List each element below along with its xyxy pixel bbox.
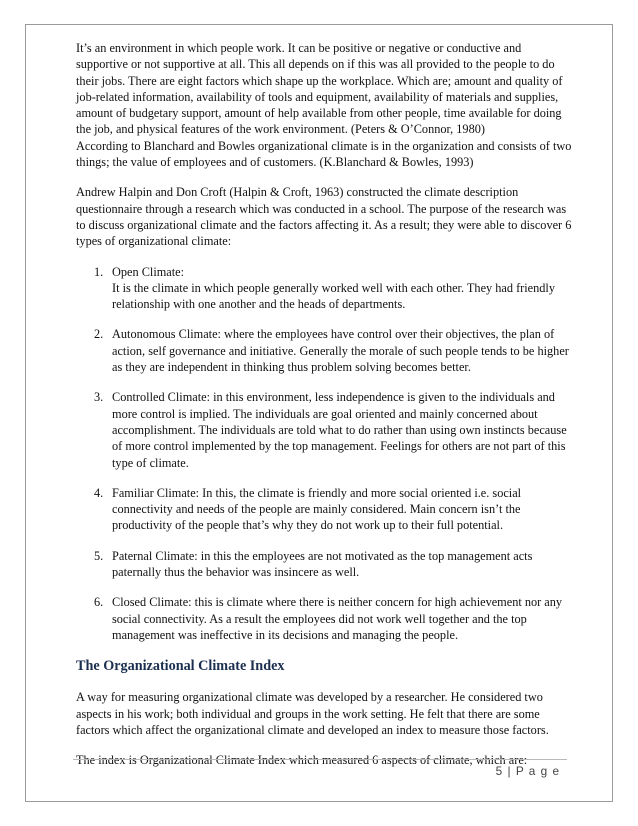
list-item-title: Open Climate: xyxy=(112,264,185,279)
list-item-text: It is the climate in which people generally worked well with each other. They had friendly relationship with one another and the heads of departments. xyxy=(112,280,555,312)
paragraph-halpin: Andrew Halpin and Don Croft (Halpin & Croft, 1963) constructed the climate description questionnaire through a research which was conducted in a school. The purpose of the research was to discuss organizational climate and the factors affecting it. As a result; they were able to discover 6 types of organizational climate: xyxy=(76,185,572,249)
list-item xyxy=(76,548,576,581)
document-body xyxy=(76,40,576,768)
page-label: P a g e xyxy=(515,764,560,778)
list-item-text: Closed Climate: this is climate where there is neither concern for high achievement nor any social connectivity. As a result the employees did not work well together and the top management was ineffective in its decisions and managing the people. xyxy=(112,595,563,642)
list-item xyxy=(76,485,576,534)
footer-divider xyxy=(73,759,567,760)
paragraph-blanchard: According to Blanchard and Bowles organizational climate is in the organization and consists of two things; the value of employees and of customers. (K.Blanchard & Bowles, 1993) xyxy=(76,138,572,170)
page-footer xyxy=(496,764,560,778)
list-item-text: Controlled Climate: in this environment, less independence is given to the individuals and more control is implied. The individuals are goal oriented and mainly concerned about accomplishment. The individuals are told what to do rather than using own instincts because of more control implemented by the top management. Feelings for others are not part of this type of climate. xyxy=(112,390,567,470)
list-item-text: Familiar Climate: In this, the climate is friendly and more social oriented i.e. social connectivity and needs of the people are mainly considered. Main concern isn’t the productivity of the people that’s why they do not work up to their full potential. xyxy=(112,485,522,533)
paragraph-index-intro: A way for measuring organizational climate was developed by a researcher. He considered two aspects in his work; both individual and groups in the work setting. He felt that there are some factors which affect the organizational climate and developed an index to measure those factors. xyxy=(76,690,549,737)
paragraph-index-aspects: The index is Organizational Climate Index which measured 6 aspects of climate, which are: xyxy=(76,753,528,768)
list-item-text: Paternal Climate: in this the employees are not motivated as the top management acts paternally thus the behavior was insincere as well. xyxy=(112,548,533,580)
page-number: 5 xyxy=(495,764,504,778)
list-item xyxy=(76,389,576,470)
paragraph-environment: It’s an environment in which people work. It can be positive or negative or conductive and supportive or not supportive at all. This all depends on if this was all provided to the people to do their jobs. There are eight factors which shape up the workplace. Which are; amount and quality of job-related information, availability of tools and equipment, availability of materials and supplies, amount of budgetary support, amount of help available from other people, time available for doing the job, and physical features of the work environment. (Peters & O’Connor, 1980) xyxy=(76,41,563,137)
list-number: 6. xyxy=(94,595,104,610)
list-number: 4. xyxy=(94,485,104,500)
list-item xyxy=(76,326,576,375)
list-number: 1. xyxy=(94,264,104,279)
climate-types-list xyxy=(76,264,576,644)
list-item xyxy=(76,594,576,643)
list-number: 5. xyxy=(94,548,104,563)
list-number: 2. xyxy=(94,327,104,342)
footer-separator: | xyxy=(507,764,512,778)
list-number: 3. xyxy=(94,390,104,405)
section-heading: The Organizational Climate Index xyxy=(76,658,285,675)
list-item xyxy=(76,264,576,313)
list-item-text: Autonomous Climate: where the employees have control over their objectives, the plan of action, self governance and initiative. Generally the morale of such people tends to be higher as they are independent in thinking thus problem solving becomes better. xyxy=(112,327,569,375)
